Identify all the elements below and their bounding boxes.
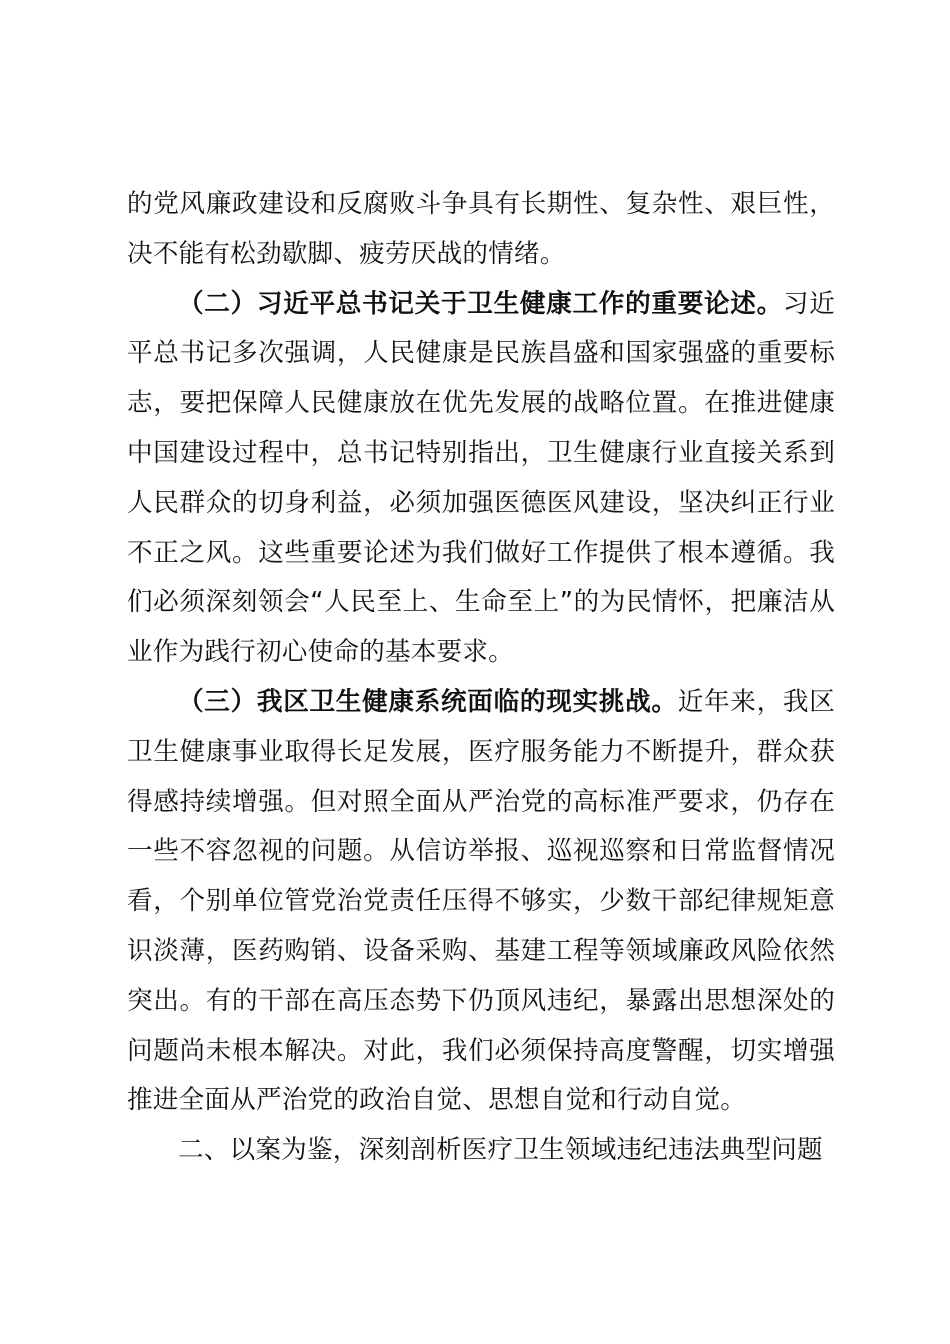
paragraph-section-3	[127, 678, 835, 1126]
section-heading: 二、以案为鉴，深刻剖析医疗卫生领域违纪违法典型问题	[178, 1135, 823, 1166]
paragraph-text: 习近平总书记多次强调，人民健康是民族昌盛和国家强盛的重要标志，要把保障人民健康放在优先发展的战略位置。在推进健康中国建设过程中，总书记特别指出，卫生健康行业直接关系到人民群众的切身利益，必须加强医德医风建设，坚决纠正行业不正之风。这些重要论述为我们做好工作提供了根本遵循。我们必须深刻领会“人民至上、生命至上”的为民情怀，把廉洁从业作为践行初心使命的基本要求。	[127, 288, 835, 668]
subsection-heading: （三）我区卫生健康系统面临的现实挑战。	[178, 686, 678, 717]
paragraph-text: 的党风廉政建设和反腐败斗争具有长期性、复杂性、艰巨性，决不能有松劲歇脚、疲劳厌战的情绪。	[127, 189, 835, 269]
paragraph-section-2	[127, 280, 835, 678]
subsection-heading: （二）习近平总书记关于卫生健康工作的重要论述。	[178, 288, 783, 319]
paragraph-text: 近年来，我区卫生健康事业取得长足发展，医疗服务能力不断提升，群众获得感持续增强。但对照全面从严治党的高标准严要求，仍存在一些不容忽视的问题。从信访举报、巡视巡察和日常监督情况看，个别单位管党治党责任压得不够实，少数干部纪律规矩意识淡薄，医药购销、设备采购、基建工程等领域廉政风险依然突出。有的干部在高压态势下仍顶风违纪，暴露出思想深处的问题尚未根本解决。对此，我们必须保持高度警醒，切实增强推进全面从严治党的政治自觉、思想自觉和行动自觉。	[127, 686, 835, 1116]
document-page	[127, 180, 835, 1176]
paragraph-continuation	[127, 180, 835, 280]
